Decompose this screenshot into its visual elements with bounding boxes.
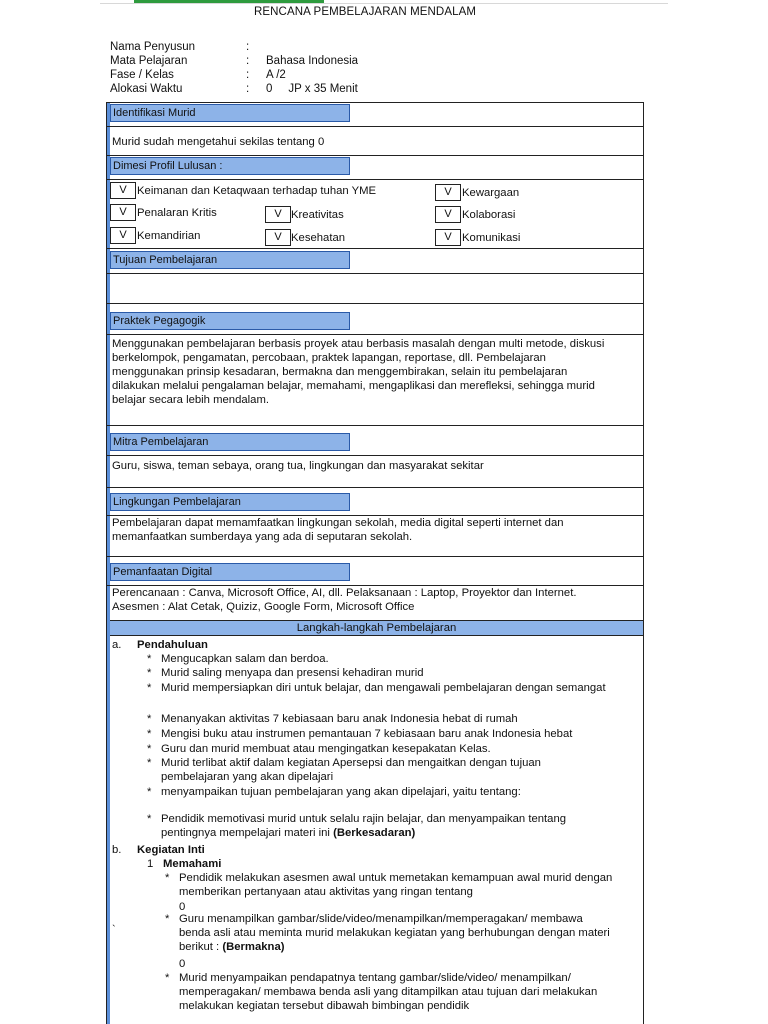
sub-number: 1 — [147, 858, 154, 870]
list-item-continued: pentingnya mempelajari materi ini (Berkesadaran) — [161, 827, 416, 839]
info-value: 0 JP x 35 Menit — [266, 83, 358, 95]
divider — [107, 303, 643, 304]
divider — [107, 487, 643, 488]
label-kolaborasi: Kolaborasi — [462, 209, 516, 221]
list-item-continued: pembelajaran yang akan dipelajari — [161, 771, 334, 783]
section-header-identifikasi: Identifikasi Murid — [110, 104, 350, 122]
list-item-continued: berikut : (Bermakna) — [179, 941, 285, 953]
digital-text — [112, 586, 637, 614]
praktek-line: belajar secara lebih mendalam. — [112, 394, 269, 406]
lingkungan-line: Pembelajaran dapat memamfaatkan lingkungan sekolah, media digital seperti internet dan — [112, 517, 564, 529]
bullet-icon: * — [165, 913, 170, 925]
checkbox-keimanan[interactable]: V — [110, 182, 136, 199]
section-header-dimensi: Dimesi Profil Lulusan : — [110, 157, 350, 175]
praktek-line: Menggunakan pembelajaran berbasis proyek atau berbasis masalah dengan multi metode, diskusi — [112, 338, 605, 350]
label-keimanan: Keimanan dan Ketaqwaan terhadap tuhan YME — [137, 185, 377, 197]
info-value: A /2 — [266, 69, 286, 81]
divider — [107, 455, 643, 456]
info-row-penyusun — [110, 40, 358, 54]
divider — [107, 334, 643, 335]
divider — [107, 179, 643, 180]
sub-title-memahami: Memahami — [163, 858, 222, 870]
info-value: Bahasa Indonesia — [266, 55, 359, 67]
rpm-table — [106, 102, 644, 1024]
praktek-line: menggunakan prinsip kesadaran, bermakna dan menggembirakan, selain itu pembelajaran — [112, 366, 568, 378]
stray-mark: ` — [112, 924, 116, 936]
list-item-continued: memberikan pertanyaan atau aktivitas yang ringan tentang — [179, 886, 473, 898]
bullet-icon: * — [147, 653, 152, 665]
divider — [107, 126, 643, 127]
top-rule — [100, 3, 668, 4]
list-item: * Mengucapkan salam dan berdoa. — [147, 653, 329, 665]
praktek-line: dilakukan melalui pengalaman belajar, memahami, mengaplikasi dan merefleksi, sehingga murid — [112, 380, 595, 392]
divider — [107, 425, 643, 426]
divider — [107, 248, 643, 249]
info-label: Fase / Kelas — [110, 69, 174, 81]
list-item: * Menanyakan aktivitas 7 kebiasaan baru anak Indonesia hebat di rumah — [147, 713, 518, 725]
info-block — [110, 40, 358, 96]
list-item: * Murid terlibat aktif dalam kegiatan Apersepsi dan mengaitkan dengan tujuan — [147, 757, 541, 769]
document-title: RENCANA PEMBELAJARAN MENDALAM — [253, 6, 477, 18]
bullet-icon: * — [165, 872, 170, 884]
section-letter-b: b. — [112, 844, 122, 856]
label-kreativitas: Kreativitas — [291, 209, 344, 221]
info-colon: : — [246, 83, 250, 95]
list-item: * menyampaikan tujuan pembelajaran yang akan dipelajari, yaitu tentang: — [147, 786, 521, 798]
list-item: * Guru menampilkan gambar/slide/video/menampilkan/memperagakan/ membawa — [165, 913, 583, 925]
label-kesehatan: Kesehatan — [291, 232, 346, 244]
info-label: Mata Pelajaran — [110, 55, 188, 67]
info-row-fase — [110, 68, 358, 82]
section-title-kegiatan-inti: Kegiatan Inti — [137, 844, 205, 856]
checkbox-kesehatan[interactable]: V — [265, 229, 291, 246]
bullet-icon: * — [147, 682, 152, 694]
praktek-text — [112, 337, 637, 407]
list-item-continued: benda asli atau meminta murid melakukan kegiatan yang berhubungan dengan materi — [179, 927, 610, 939]
list-item-continued: melakukan kegiatan tersebut dibawah bimbingan pendidik — [179, 1000, 470, 1012]
bullet-icon: * — [147, 743, 152, 755]
info-label: Nama Penyusun — [110, 41, 196, 53]
list-item-continued: 0 — [179, 901, 186, 913]
section-header-digital: Pemanfaatan Digital — [110, 563, 350, 581]
label-kemandirian: Kemandirian — [137, 230, 201, 242]
info-colon: : — [246, 55, 250, 67]
praktek-line: berkelompok, pengamatan, percobaan, praktek lapangan, reportase, dll. Pembelajaran — [112, 352, 546, 364]
info-colon: : — [246, 41, 250, 53]
emphasis-berkesadaran: (Berkesadaran) — [333, 827, 416, 839]
info-row-mapel — [110, 54, 358, 68]
list-item: * Pendidik memotivasi murid untuk selalu rajin belajar, dan menyampaikan tentang — [147, 813, 567, 825]
label-kewargaan: Kewargaan — [462, 187, 520, 199]
digital-line: Perencanaan : Canva, Microsoft Office, AI, dll. Pelaksanaan : Laptop, Proyektor dan Internet. — [112, 587, 577, 599]
divider — [107, 155, 643, 156]
bullet-icon: * — [147, 713, 152, 725]
mitra-text: Guru, siswa, teman sebaya, orang tua, lingkungan dan masyarakat sekitar — [112, 460, 484, 472]
divider — [107, 273, 643, 274]
info-colon: : — [246, 69, 250, 81]
checkbox-kolaborasi[interactable]: V — [435, 206, 461, 223]
section-header-mitra: Mitra Pembelajaran — [110, 433, 350, 451]
identifikasi-text: Murid sudah mengetahui sekilas tentang 0 — [112, 136, 325, 148]
section-header-lingkungan: Lingkungan Pembelajaran — [110, 493, 350, 511]
list-item: * Pendidik melakukan asesmen awal untuk memetakan kemampuan awal murid dengan — [165, 872, 613, 884]
bullet-icon: * — [147, 786, 152, 798]
info-row-alokasi — [110, 82, 358, 96]
label-komunikasi: Komunikasi — [462, 232, 521, 244]
checkbox-kemandirian[interactable]: V — [110, 227, 136, 244]
checkbox-kewargaan[interactable]: V — [435, 184, 461, 201]
list-item-continued: memperagakan/ membawa benda asli yang ditampilkan atau tujuan dari melakukan — [179, 986, 598, 998]
list-item: * Murid mempersiapkan diri untuk belajar, dan mengawali pembelajaran dengan semangat — [147, 682, 606, 694]
list-item: * Mengisi buku atau instrumen pemantauan 7 kebiasaan baru anak Indonesia hebat — [147, 728, 573, 740]
section-header-tujuan: Tujuan Pembelajaran — [110, 251, 350, 269]
list-item: * Guru dan murid membuat atau mengingatkan kesepakatan Kelas. — [147, 743, 491, 755]
checkbox-penalaran[interactable]: V — [110, 204, 136, 221]
list-item: * Murid saling menyapa dan presensi kehadiran murid — [147, 667, 424, 679]
list-item: * Murid menyampaikan pendapatnya tentang gambar/slide/video/ menampilkan/ — [165, 972, 571, 984]
digital-line: Asesmen : Alat Cetak, Quiziz, Google Form, Microsoft Office — [112, 601, 415, 613]
info-label: Alokasi Waktu — [110, 83, 183, 95]
section-title-pendahuluan: Pendahuluan — [137, 639, 208, 651]
bullet-icon: * — [147, 813, 152, 825]
section-header-praktek: Praktek Pegagogik — [110, 312, 350, 330]
checkbox-komunikasi[interactable]: V — [435, 229, 461, 246]
section-header-langkah: Langkah-langkah Pembelajaran — [110, 620, 643, 636]
bullet-icon: * — [147, 728, 152, 740]
bullet-icon: * — [147, 757, 152, 769]
lingkungan-text — [112, 516, 637, 544]
emphasis-bermakna: (Bermakna) — [222, 941, 285, 953]
section-letter-a: a. — [112, 639, 122, 651]
checkbox-kreativitas[interactable]: V — [265, 206, 291, 223]
bullet-icon: * — [147, 667, 152, 679]
list-item-continued: 0 — [179, 958, 186, 970]
lingkungan-line: memanfaatkan sumberdaya yang ada di seputaran sekolah. — [112, 531, 413, 543]
label-penalaran: Penalaran Kritis — [137, 207, 217, 219]
bullet-icon: * — [165, 972, 170, 984]
divider — [107, 102, 643, 103]
divider — [107, 556, 643, 557]
